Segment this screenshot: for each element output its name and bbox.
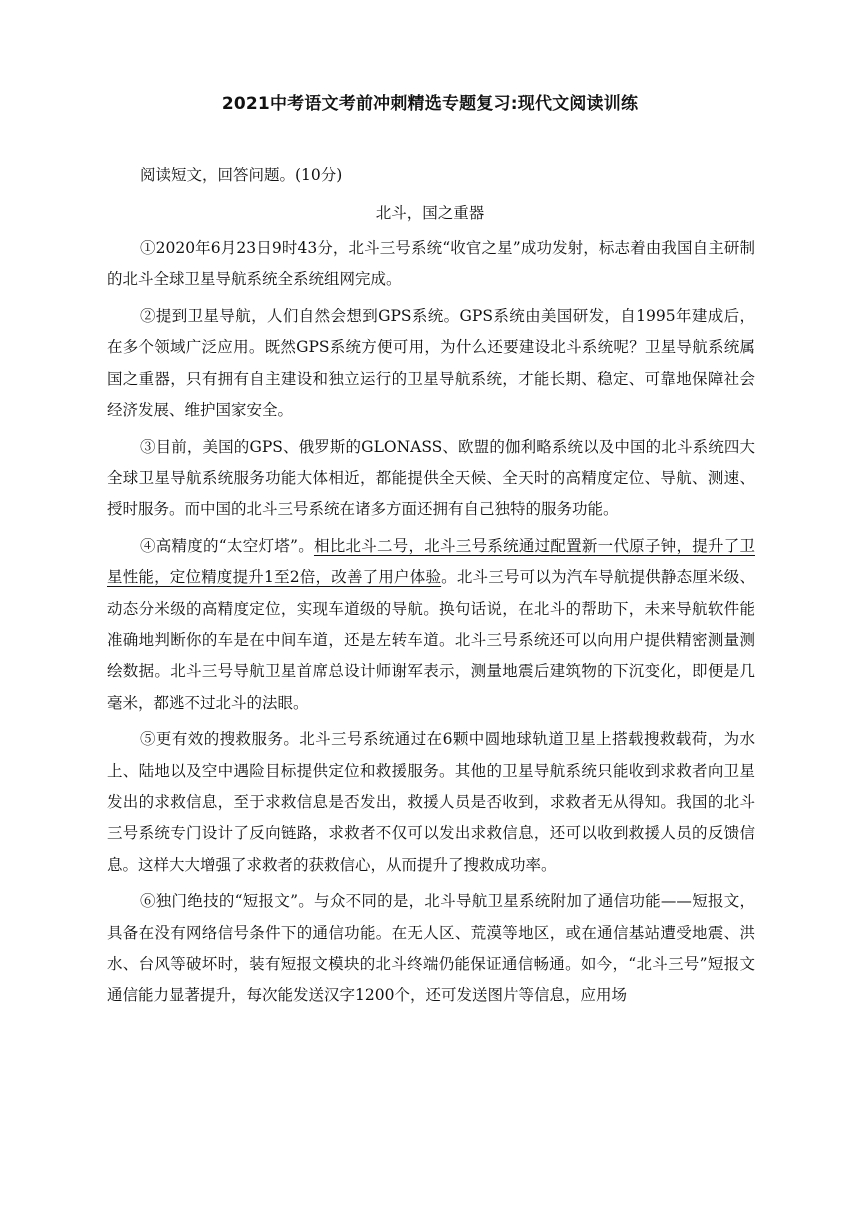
paragraph-1: ①2020年6月23日9时43分，北斗三号系统“收官之星”成功发射，标志着由我国自主研制的北斗全球卫星导航系统全系统组网完成。	[107, 239, 755, 289]
paragraph-4-rest: 。北斗三号可以为汽车导航提供静态厘米级、动态分米级的高精度定位，实现车道级的导航。换句话说，在北斗的帮助下，未来导航软件能准确地判断你的车是在中间车道，还是左转车道。北斗三号系统还可以向用户提供精密测量测绘数据。北斗三号导航卫星首席总设计师谢军表示，测量地震后建筑物的下沉变化，即便是几毫米，都逃不过北斗的法眼。	[107, 568, 755, 712]
paragraph-4	[107, 531, 755, 719]
paragraph-6: ⑥独门绝技的“短报文”。与众不同的是，北斗导航卫星系统附加了通信功能——短报文，具备在没有网络信号条件下的通信功能。在无人区、荒漠等地区，或在通信基站遭受地震、洪水、台风等破坏时，装有短报文模块的北斗终端仍能保证通信畅通。如今，“北斗三号”短报文通信能力显著提升，每次能发送汉字1200个，还可发送图片等信息，应用场	[107, 892, 755, 1005]
document-title: 2021中考语文考前冲刺精选专题复习:现代文阅读训练	[221, 94, 639, 114]
reading-instruction: 阅读短文，回答问题。(10分)	[140, 166, 343, 184]
underlined-sentence: 相比北斗二号，北斗三号系统通过配置新一代原子钟，提升了卫星性能，定位精度提升1至2倍，改善了用户体验	[107, 537, 755, 587]
paragraph-5: ⑤更有效的搜救服务。北斗三号系统通过在6颗中圆地球轨道卫星上搭载搜救载荷，为水上、陆地以及空中遇险目标提供定位和救援服务。其他的卫星导航系统只能收到求救者向卫星发出的求救信息，至于求救信息是否发出，救援人员是否收到，求救者无从得知。我国的北斗三号系统专门设计了反向链路，求救者不仅可以发出求救信息，还可以收到救援人员的反馈信息。这样大大增强了求救者的获救信心，从而提升了搜救成功率。	[107, 730, 755, 874]
paragraph-4-lead: ④高精度的“太空灯塔”。	[140, 537, 314, 556]
article-title: 北斗，国之重器	[375, 204, 485, 222]
article-body	[107, 233, 755, 1017]
paragraph-2: ②提到卫星导航，人们自然会想到GPS系统。GPS系统由美国研发，自1995年建成后，在多个领域广泛应用。既然GPS系统方便可用，为什么还要建设北斗系统呢？卫星导航系统属国之重器，只有拥有自主建设和独立运行的卫星导航系统，才能长期、稳定、可靠地保障社会经济发展、维护国家安全。	[107, 307, 755, 419]
paragraph-3: ③目前，美国的GPS、俄罗斯的GLONASS、欧盟的伽利略系统以及中国的北斗系统四大全球卫星导航系统服务功能大体相近，都能提供全天候、全天时的高精度定位、导航、测速、授时服务。而中国的北斗三号系统在诸多方面还拥有自己独特的服务功能。	[107, 437, 755, 519]
